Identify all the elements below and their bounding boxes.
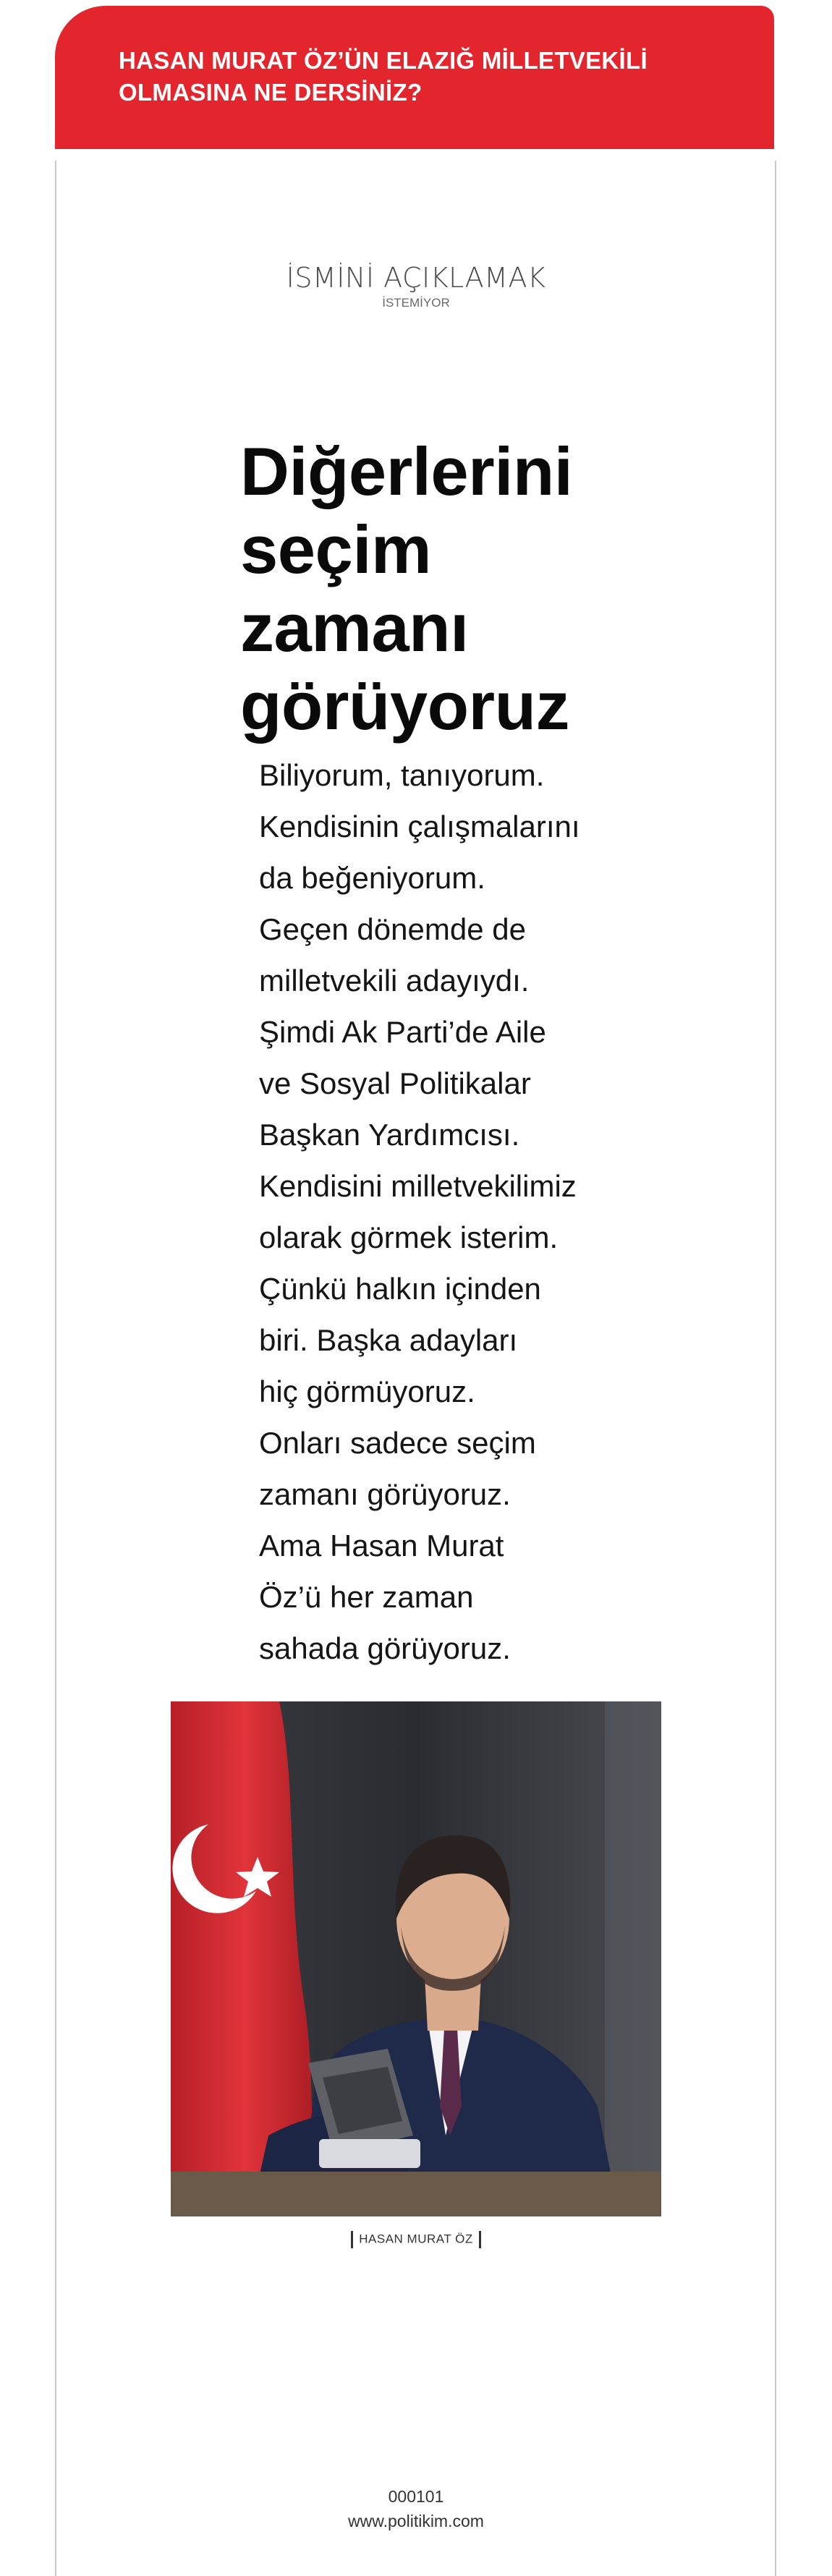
quote-line: Geçen dönemde de — [259, 912, 526, 946]
respondent-name: İSMİNİ AÇIKLAMAK — [286, 262, 546, 294]
quote-line: olarak görmek isterim. — [259, 1220, 559, 1254]
quote-line: zamanı görüyoruz. — [259, 1477, 511, 1511]
portrait-photo — [171, 1701, 661, 2216]
quote-line: Onları sadece seçim — [259, 1426, 536, 1460]
quote-line: Kendisini milletvekilimiz — [259, 1169, 577, 1203]
quote-line: hiç görmüyoruz. — [259, 1374, 475, 1408]
banner-question — [119, 45, 741, 109]
headline-line: görüyoruz — [240, 668, 570, 744]
banner-question-line-2: OLMASINA NE DERSİNİZ? — [119, 79, 423, 106]
caption-text: HASAN MURAT ÖZ — [359, 2232, 473, 2246]
caption-bar-left — [351, 2231, 353, 2248]
quote-line: sahada görüyoruz. — [259, 1631, 511, 1665]
banner-question-line-1: HASAN MURAT ÖZ’ÜN ELAZIĞ MİLLETVEKİLİ — [119, 47, 648, 74]
respondent-subtitle: İSTEMİYOR — [382, 296, 450, 310]
headline — [240, 433, 645, 745]
quote-line: ve Sosyal Politikalar — [259, 1066, 531, 1100]
quote-line: Biliyorum, tanıyorum. — [259, 758, 545, 792]
quote-line: Başkan Yardımcısı. — [259, 1118, 520, 1152]
footer — [0, 2484, 832, 2533]
frame-border-right — [775, 161, 776, 2576]
portrait-illustration — [171, 1701, 661, 2216]
quote-line: Öz’ü her zaman — [259, 1580, 474, 1614]
photo-caption — [0, 2228, 832, 2250]
footer-code: 000101 — [388, 2487, 444, 2506]
photo-wall-panel — [605, 1701, 661, 2216]
frame-border-left — [55, 161, 56, 2576]
quote-line: Çünkü halkın içinden — [259, 1272, 541, 1306]
quote-line: da beğeniyorum. — [259, 861, 485, 895]
quote-line: milletvekili adayıydı. — [259, 964, 530, 998]
phone-stand — [319, 2139, 420, 2168]
headline-line: zamanı — [240, 590, 469, 666]
footer-website: www.politikim.com — [348, 2512, 484, 2530]
quote-line: biri. Başka adayları — [259, 1323, 518, 1357]
headline-line: Diğerlerini — [240, 433, 573, 509]
respondent-block — [0, 262, 832, 311]
quote-line: Ama Hasan Murat — [259, 1529, 504, 1563]
quote-line: Şimdi Ak Parti’de Aile — [259, 1015, 546, 1049]
desk — [171, 2172, 661, 2216]
quote-line: Kendisinin çalışmalarını — [259, 809, 580, 843]
question-banner — [55, 6, 774, 149]
quote-body — [259, 749, 664, 1674]
headline-line: seçim — [240, 511, 432, 587]
caption-bar-right — [479, 2231, 481, 2248]
